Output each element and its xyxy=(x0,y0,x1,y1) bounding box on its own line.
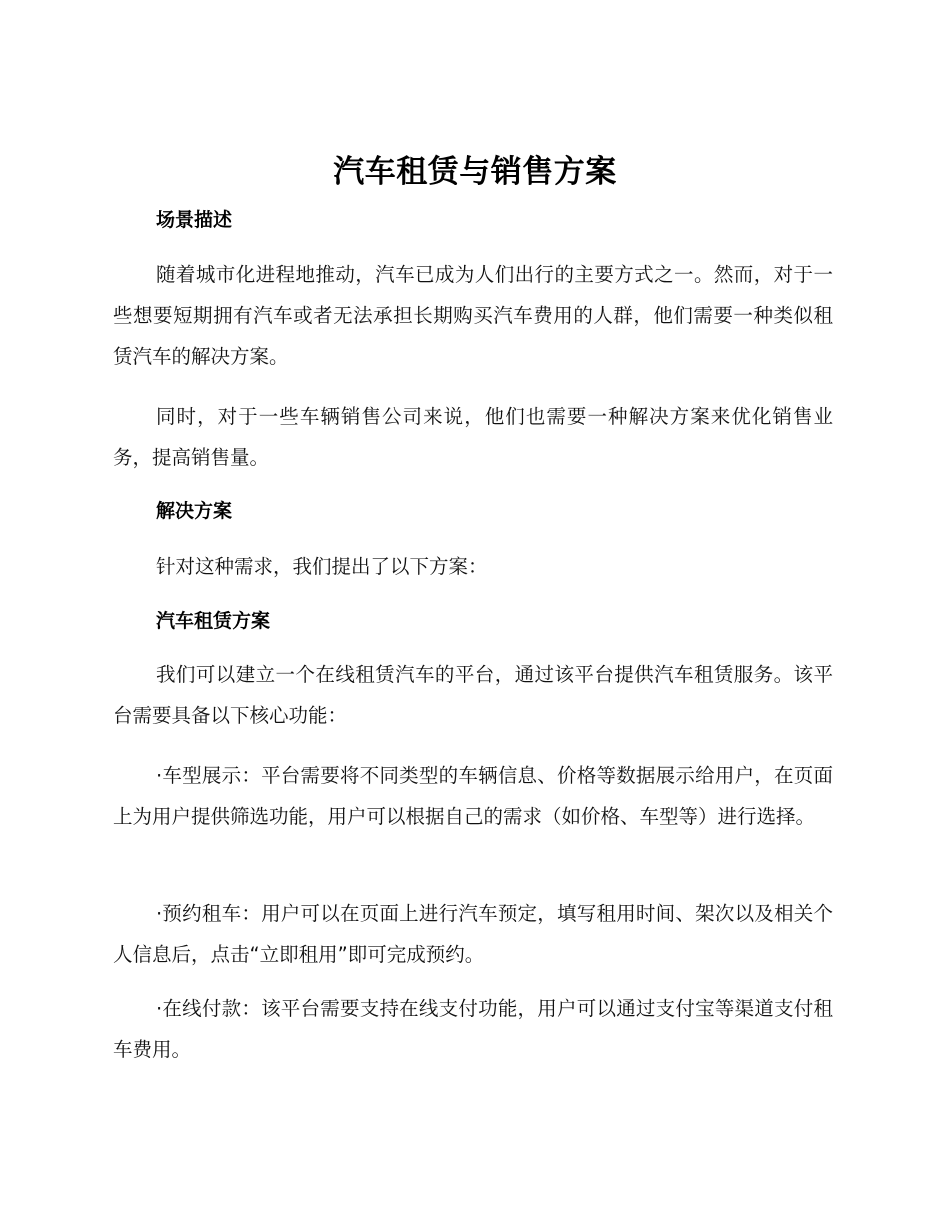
paragraph-scene-2: 同时，对于一些车辆销售公司来说，他们也需要一种解决方案来优化销售业务，提高销售量。 xyxy=(113,405,833,469)
bullet-mark: · xyxy=(156,902,163,925)
bullet-item-online-payment xyxy=(113,988,833,1070)
bullet-mark: · xyxy=(156,764,163,787)
paragraph-rental-1: 我们可以建立一个在线租赁汽车的平台，通过该平台提供汽车租赁服务。该平台需要具备以下核心功能： xyxy=(113,663,833,727)
bullet-text: 车型展示：平台需要将不同类型的车辆信息、价格等数据展示给用户，在页面上为用户提供筛选功能，用户可以根据自己的需求（如价格、车型等）进行选择。 xyxy=(113,764,833,828)
section-heading-solution: 解决方案 xyxy=(156,500,233,522)
paragraph-solution-1: 针对这种需求，我们提出了以下方案： xyxy=(156,555,488,578)
document-title: 汽车租赁与销售方案 xyxy=(333,154,617,190)
bullet-text: 预约租车：用户可以在页面上进行汽车预定，填写租用时间、架次以及相关个人信息后，点击“立即租用”即可完成预约。 xyxy=(113,902,833,966)
section-heading-rental: 汽车租赁方案 xyxy=(156,610,271,632)
bullet-text: 在线付款：该平台需要支持在线支付功能，用户可以通过支付宝等渠道支付租车费用。 xyxy=(113,997,833,1061)
bullet-item-reservation xyxy=(113,893,833,975)
section-heading-scene: 场景描述 xyxy=(156,209,233,231)
paragraph-scene-1: 随着城市化进程地推动，汽车已成为人们出行的主要方式之一。然而，对于一些想要短期拥有汽车或者无法承担长期购买汽车费用的人群，他们需要一种类似租赁汽车的解决方案。 xyxy=(113,263,833,368)
bullet-item-vehicle-display xyxy=(113,755,833,837)
bullet-mark: · xyxy=(156,997,163,1020)
